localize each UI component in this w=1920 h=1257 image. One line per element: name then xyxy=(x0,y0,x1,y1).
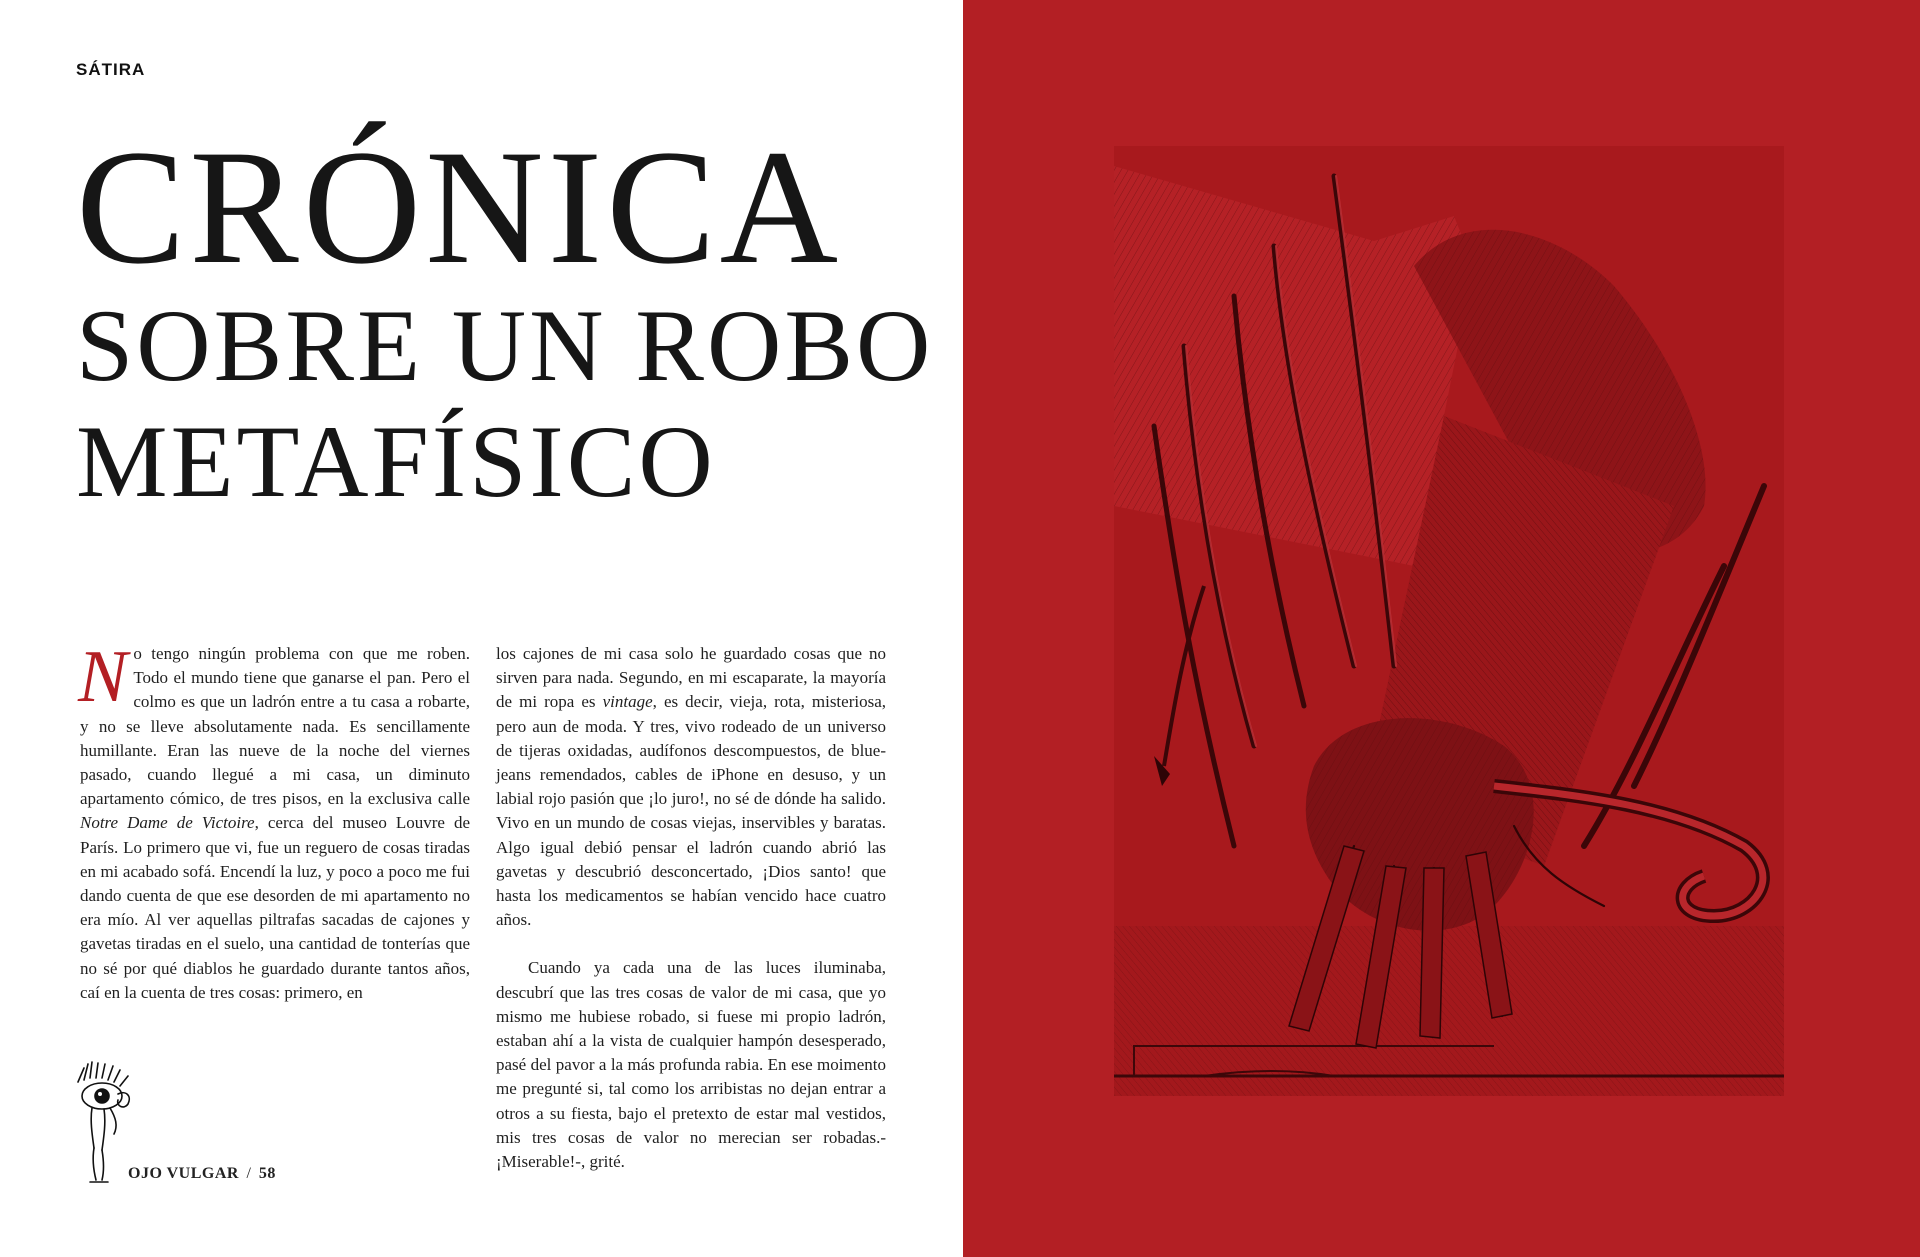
paragraph-text: o tengo ningún problema con que me roben. Todo el mundo tiene que ganarse el pan. Pero el colmo es que un ladrón entre a tu casa a robarte, y no se lleve absolutamente nada. Es sencillamente humillante. Eran las nueve de la noche del viernes pasado, cuando llegué a mi casa, un diminuto apartamento cómico, de tres pisos, en la exclusiva calle xyxy=(80,644,470,809)
article-column-2 xyxy=(496,642,886,1174)
paragraph-text: , es decir, vieja, rota, misteriosa, pero aun de moda. Y tres, vivo rodeado de un universo de tijeras oxidadas, audífonos descompuestos, de blue-jeans remendados, cables de iPhone en desuso, y un labial rojo pasión que ¡lo juro!, no sé de dónde ha salido. Vivo en un mundo de cosas viejas, inservibles y baratas. Algo igual debió pensar el ladrón cuando abrió las gavetas y descubrió desconcertado, ¡Dios santo! que hasta los medicamentos se habían vencido hace cuatro años. xyxy=(496,692,886,930)
article-title xyxy=(76,117,956,520)
street-name: Notre Dame de Victoire xyxy=(80,813,255,833)
article-body xyxy=(78,636,920,1172)
page-number: 58 xyxy=(258,1165,276,1182)
article-column-1 xyxy=(78,636,470,1005)
page-footer xyxy=(128,1165,276,1183)
title-line-2: SOBRE UN ROBO xyxy=(76,289,934,403)
paragraph-text: los cajones de mi casa solo he guardado cosas que no sirven para nada. Segundo, en mi escaparate, la mayoría de mi ropa es xyxy=(496,644,886,712)
paragraph: Cuando ya cada una de las luces iluminaba, descubrí que las tres cosas de valor de mi casa, que yo mismo me hubiese robado, si fuese mi propio ladrón, estaban ahí a la vista de cualquier hampón desesperado, pasé del pavor a la más profunda rabia. En ese moimento me pregunté si, tal como los arribistas no dejan entrar a otros a su fiesta, bajo el pretexto de estar mal vestidos, mis tres cosas de valor no merecian ser robadas.-¡Miserable!-, grité. xyxy=(496,958,886,1172)
paragraph xyxy=(78,636,470,1005)
section-label: SÁTIRA xyxy=(76,60,146,79)
emphasis-word: vintage xyxy=(602,692,653,712)
paragraph-text: , cerca del museo Louvre de París. Lo primero que vi, fue un reguero de cosas tiradas en mi acabado sofá. Encendí la luz, y poco a poco me fui dando cuenta de que ese desorden de mi apartamento no era mío. Al ver aquellas piltrafas sacadas de cajones y gavetas tiradas en el suelo, una cantidad de tonterías que no sé por qué diablos he guardado durante tantos años, caí en la cuenta de tres cosas: primero, en xyxy=(80,813,470,1002)
paragraph xyxy=(496,642,886,932)
title-line-3: METAFÍSICO xyxy=(76,405,716,519)
title-line-1: CRÓNICA xyxy=(76,117,843,298)
anatomical-hand-engraving xyxy=(1114,146,1784,1096)
magazine-name: OJO VULGAR xyxy=(128,1165,239,1182)
footer-separator: / xyxy=(246,1165,252,1182)
drop-cap: N xyxy=(78,636,128,718)
